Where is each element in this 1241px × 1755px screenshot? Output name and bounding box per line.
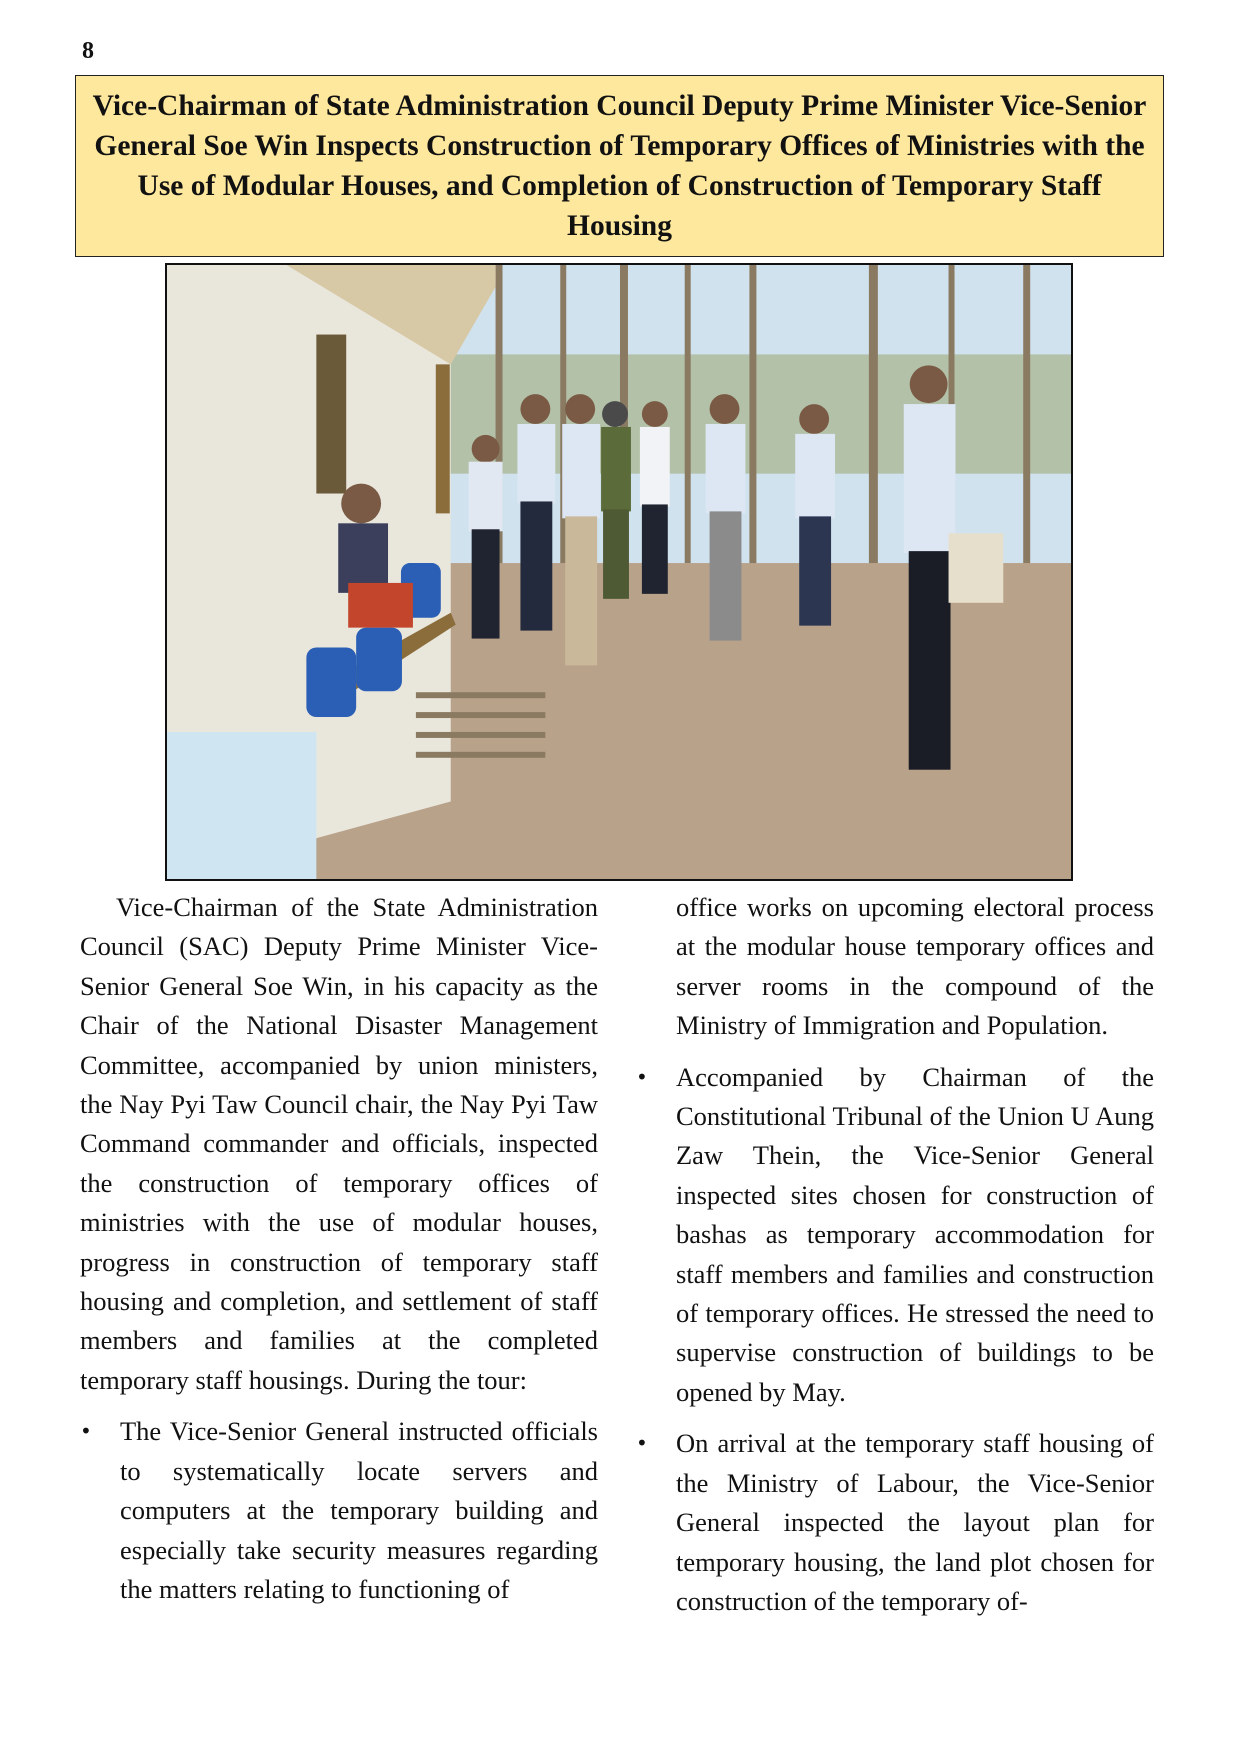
- news-photo: [165, 263, 1073, 881]
- right-column: [636, 888, 1154, 1621]
- bullet-item: [80, 1412, 598, 1609]
- bullet-item: [636, 1424, 1154, 1621]
- page-number: 8: [82, 38, 94, 64]
- bullet-text: The Vice-Senior General instructed officials to systematically locate servers and computers at the temporary building and especially take security measures regarding the matters relating to functioning of: [120, 1416, 598, 1604]
- bullet-continuation: office works on upcoming electoral process at the modular house temporary offices and server rooms in the compound of the Ministry of Immigration and Population.: [676, 892, 1154, 1041]
- intro-paragraph: Vice-Chairman of the State Administration Council (SAC) Deputy Prime Minister Vice-Senior General Soe Win, in his capacity as the Chair of the National Disaster Management Committee, accompanied by union ministers, the Nay Pyi Taw Council chair, the Nay Pyi Taw Command commander and officials, inspected the construction of temporary offices of ministries with the use of modular houses, progress in construction of temporary staff housing and completion, and settlement of staff members and families at the completed temporary staff housings. During the tour:: [80, 892, 598, 1395]
- bullet-item: [636, 1058, 1154, 1413]
- bullet-text: On arrival at the temporary staff housing of the Ministry of Labour, the Vice-Senior General inspected the layout plan for temporary housing, the land plot chosen for construction of the temporary of-: [676, 1428, 1154, 1616]
- bullet-marker: •: [80, 1419, 92, 1444]
- bullet-text: Accompanied by Chairman of the Constitutional Tribunal of the Union U Aung Zaw Thein, the Vice-Senior General inspected sites chosen for construction of bashas as temporary accommodation for staff members and families and construction of temporary offices. He stressed the need to supervise construction of buildings to be opened by May.: [676, 1061, 1154, 1407]
- headline: Vice-Chairman of State Administration Council Deputy Prime Minister Vice-Senior General Soe Win Inspects Construction of Temporary Offices of Ministries with the Use of Modular Houses, and Completion of Construction of Temporary Staff Housing: [92, 90, 1147, 242]
- headline-box: [75, 75, 1164, 257]
- bullet-marker: •: [636, 1431, 648, 1456]
- left-column: [80, 888, 598, 1609]
- photo-illustration: [167, 265, 1071, 879]
- bullet-marker: •: [636, 1064, 648, 1089]
